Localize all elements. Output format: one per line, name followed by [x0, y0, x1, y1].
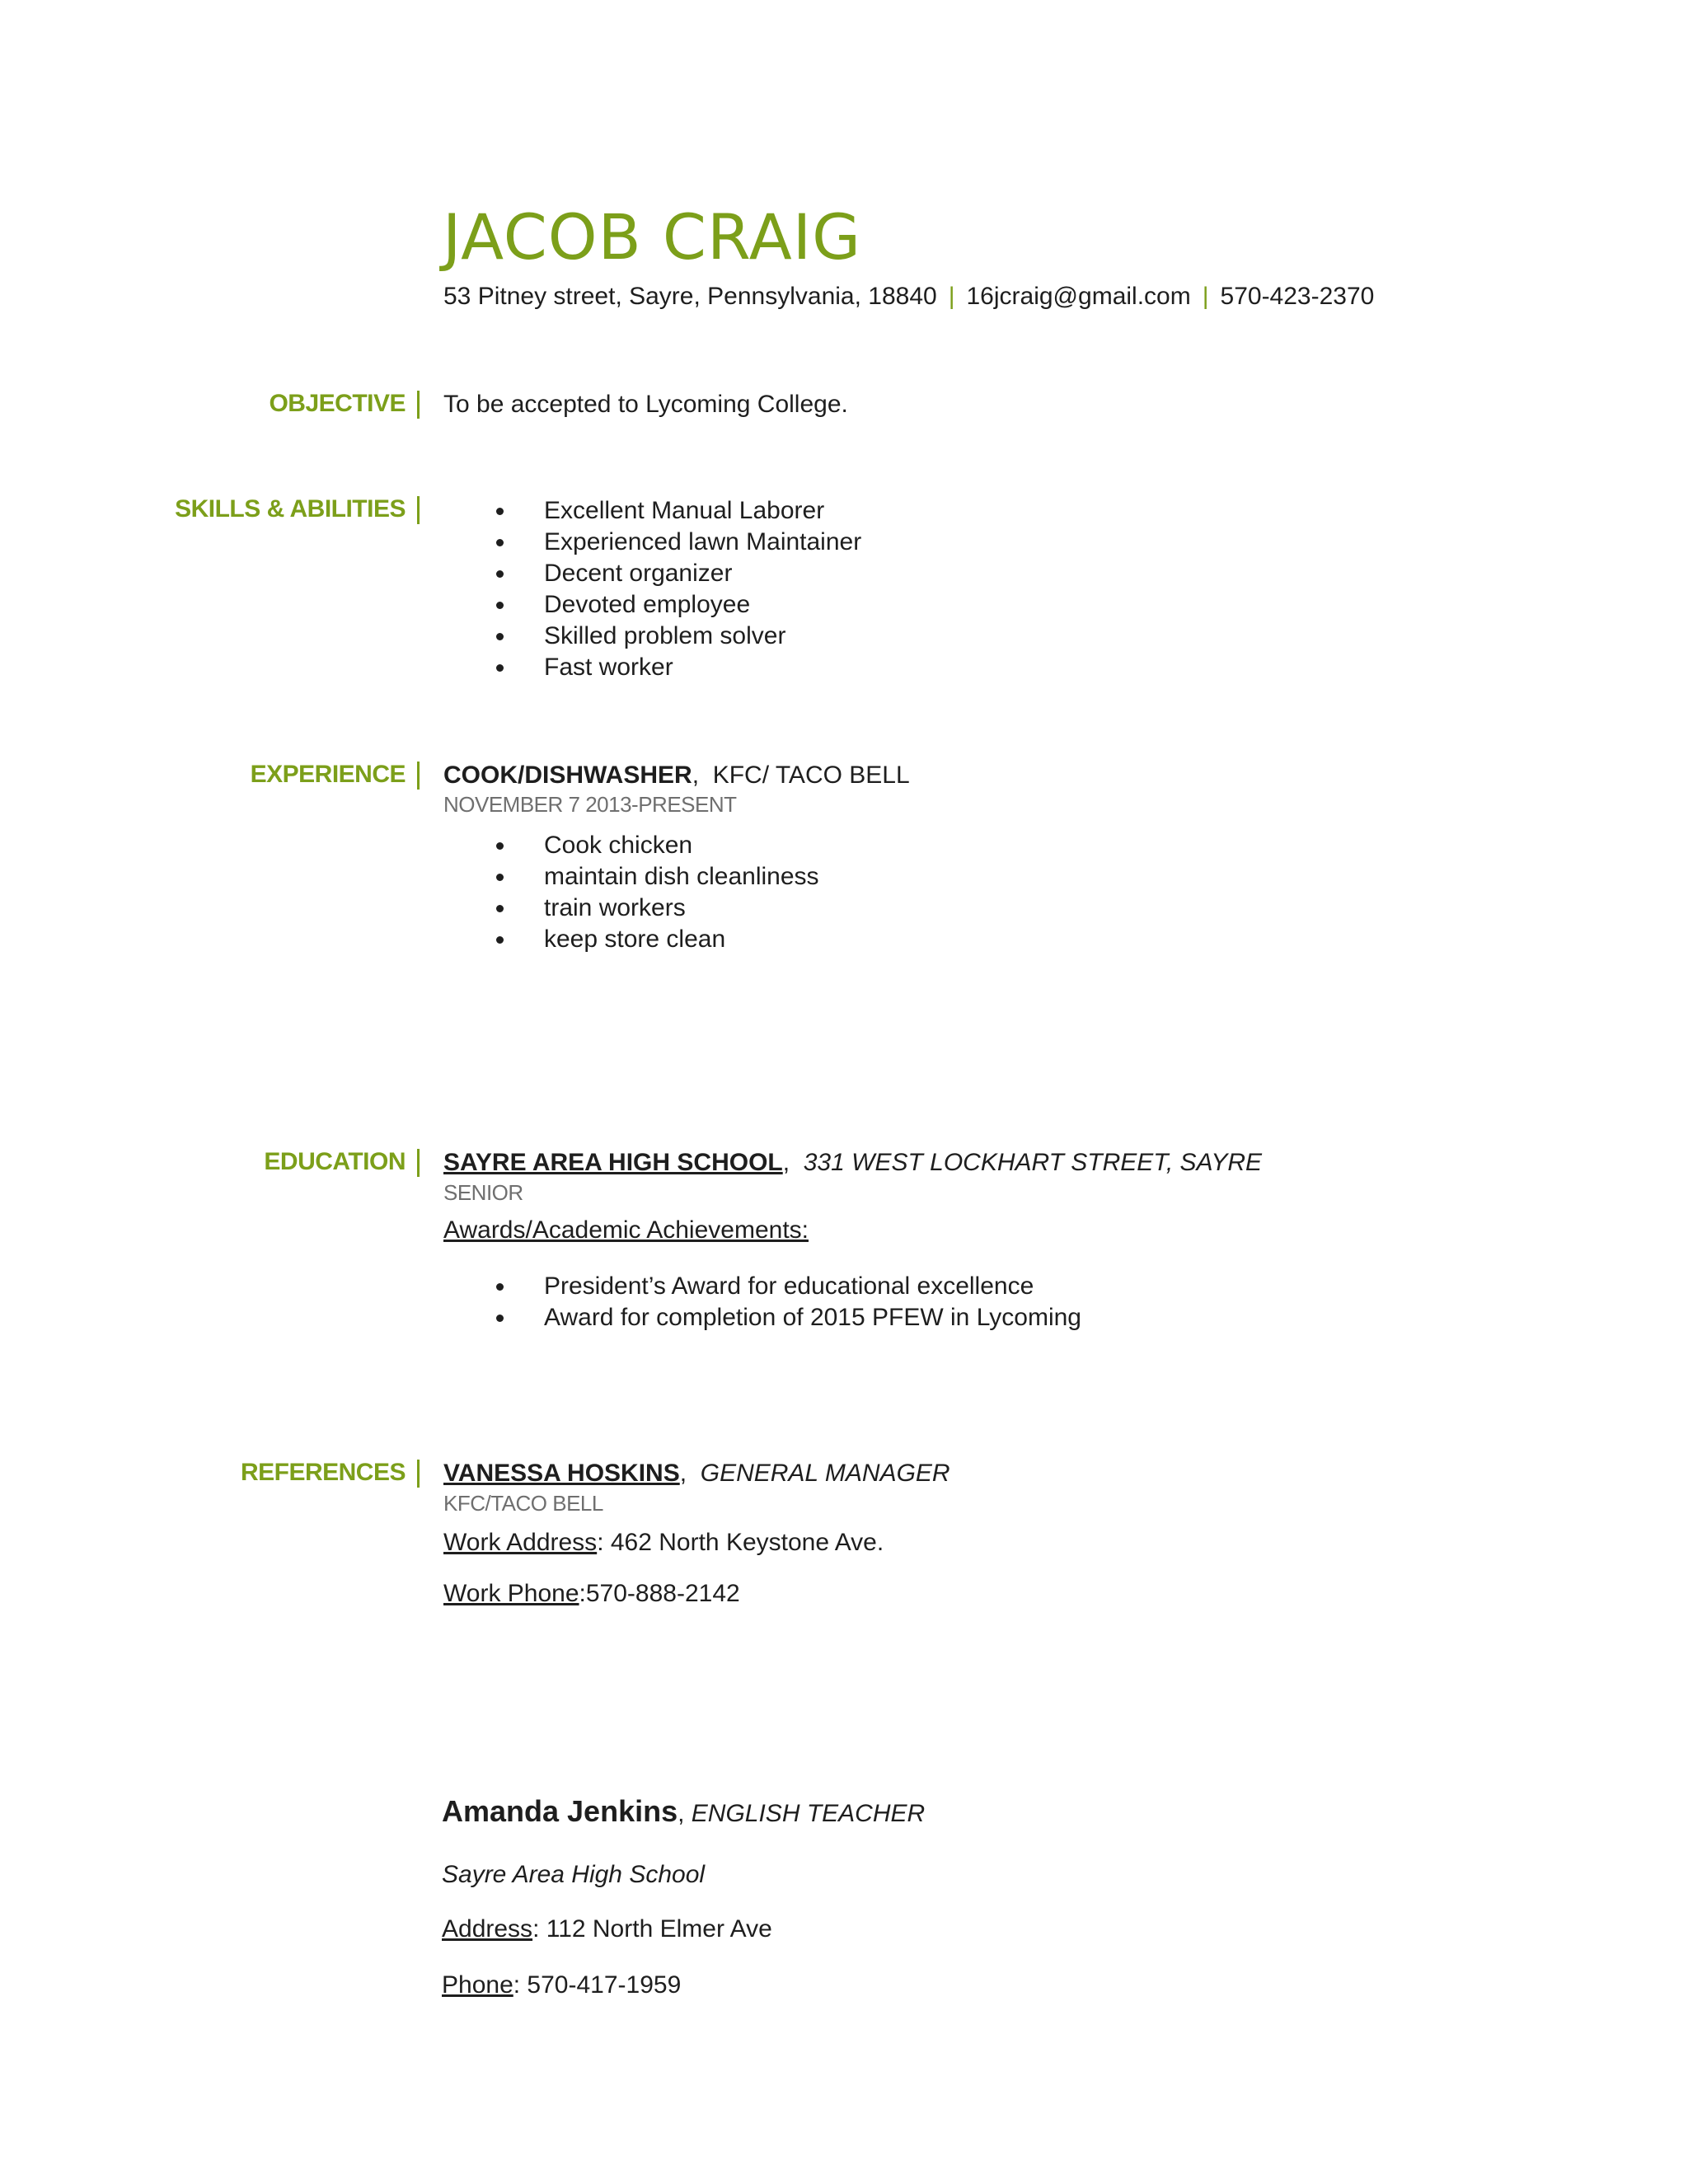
- contact-address: 53 Pitney street, Sayre, Pennsylvania, 18840: [443, 283, 937, 310]
- list-item: Decent organizer: [443, 558, 861, 589]
- list-item: Excellent Manual Laborer: [443, 495, 861, 527]
- list-item: Cook chicken: [443, 830, 819, 861]
- job-dates: NOVEMBER 7 2013-PRESENT: [443, 792, 737, 817]
- awards-heading: Awards/Academic Achievements:: [443, 1216, 809, 1244]
- school-heading: SAYRE AREA HIGH SCHOOL, 331 WEST LOCKHART STREET, SAYRE: [443, 1149, 1263, 1176]
- section-divider-bar: [417, 762, 420, 790]
- section-divider-bar: [417, 391, 420, 419]
- reference-name: Amanda Jenkins: [442, 1794, 678, 1828]
- reference-phone: Work Phone:570-888-2142: [443, 1580, 740, 1607]
- section-label-experience: EXPERIENCE: [250, 761, 406, 788]
- school-name: SAYRE AREA HIGH SCHOOL: [443, 1149, 783, 1176]
- job-heading: COOK/DISHWASHER, KFC/ TACO BELL: [443, 762, 910, 789]
- list-item: Experienced lawn Maintainer: [443, 527, 861, 558]
- reference-phone: Phone: 570-417-1959: [442, 1971, 682, 1999]
- reference-heading: VANESSA HOSKINS, GENERAL MANAGER: [443, 1460, 950, 1487]
- skills-list: [443, 495, 861, 683]
- list-item: Skilled problem solver: [443, 621, 861, 652]
- section-label-skills: SKILLS & ABILITIES: [175, 495, 406, 523]
- list-item: Award for completion of 2015 PFEW in Lycoming: [443, 1302, 1081, 1333]
- list-item: maintain dish cleanliness: [443, 861, 819, 893]
- job-title: COOK/DISHWASHER: [443, 762, 692, 789]
- reference-address-value: 112 North Elmer Ave: [546, 1915, 772, 1943]
- section-label-objective: OBJECTIVE: [269, 390, 406, 417]
- reference-phone-label: Phone: [442, 1971, 513, 1999]
- reference-role: GENERAL MANAGER: [700, 1460, 950, 1487]
- reference-org: KFC/TACO BELL: [443, 1491, 603, 1516]
- contact-separator: |: [1202, 283, 1209, 310]
- list-item: Devoted employee: [443, 589, 861, 621]
- list-item: President’s Award for educational excellence: [443, 1271, 1081, 1302]
- reference-org: Sayre Area High School: [442, 1861, 706, 1888]
- section-divider-bar: [417, 1149, 420, 1177]
- section-label-references: REFERENCES: [240, 1459, 406, 1486]
- list-item: Fast worker: [443, 652, 861, 683]
- candidate-name: JACOB CRAIG: [443, 200, 862, 274]
- list-item: keep store clean: [443, 924, 819, 955]
- reference-phone-value: 570-888-2142: [585, 1580, 740, 1607]
- section-divider-bar: [417, 1460, 420, 1488]
- contact-separator: |: [948, 283, 955, 310]
- job-employer: KFC/ TACO BELL: [712, 762, 910, 789]
- reference-address-label: Address: [442, 1915, 533, 1943]
- contact-line: [443, 280, 1374, 313]
- list-item: train workers: [443, 893, 819, 924]
- reference-address-value: 462 North Keystone Ave.: [610, 1529, 884, 1556]
- contact-email[interactable]: 16jcraig@gmail.com: [966, 283, 1191, 310]
- reference-role: ENGLISH TEACHER: [691, 1800, 926, 1827]
- reference-phone-value: 570-417-1959: [527, 1971, 682, 1999]
- school-address: 331 WEST LOCKHART STREET, SAYRE: [803, 1149, 1263, 1176]
- reference-phone-label: Work Phone: [443, 1580, 579, 1607]
- section-divider-bar: [417, 496, 420, 524]
- reference-address-label: Work Address: [443, 1529, 598, 1556]
- reference-address: Work Address: 462 North Keystone Ave.: [443, 1529, 884, 1556]
- awards-list: [443, 1271, 1081, 1333]
- objective-text: To be accepted to Lycoming College.: [443, 391, 848, 418]
- reference-address: Address: 112 North Elmer Ave: [442, 1915, 772, 1943]
- duties-list: [443, 830, 819, 955]
- reference-heading: Amanda Jenkins, ENGLISH TEACHER: [442, 1794, 926, 1828]
- reference-name: VANESSA HOSKINS: [443, 1460, 680, 1487]
- school-level: SENIOR: [443, 1180, 523, 1205]
- contact-phone: 570-423-2370: [1220, 283, 1375, 310]
- section-label-education: EDUCATION: [264, 1148, 406, 1175]
